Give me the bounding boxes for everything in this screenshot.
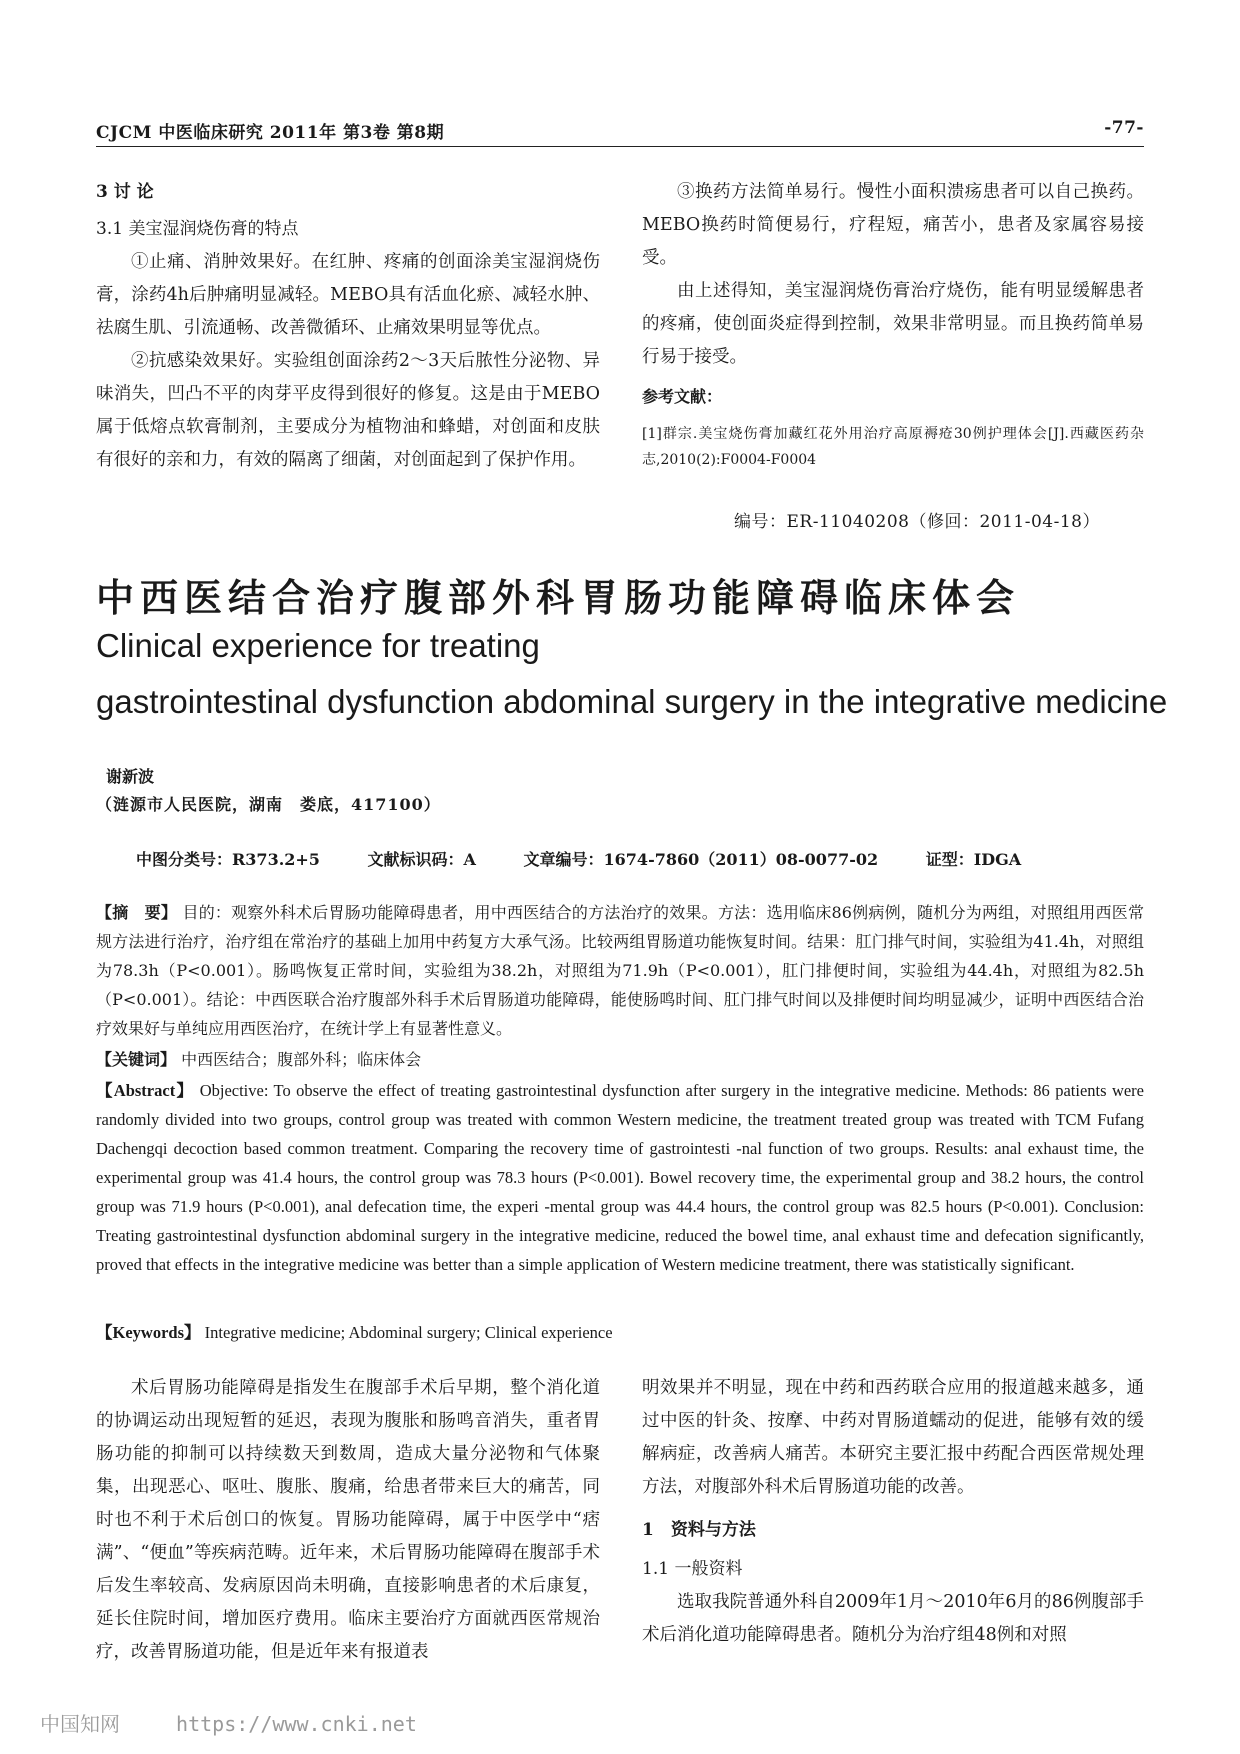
affiliation: （涟源市人民医院，湖南 娄底，417100）	[96, 795, 441, 814]
abstract-cn	[96, 898, 1144, 1043]
paragraph: 术后胃肠功能障碍是指发生在腹部手术后早期，整个消化道的协调运动出现短暂的延迟，表现为腹胀和肠鸣音消失，重者胃肠功能的抑制可以持续数天到数周，造成大量分泌物和气体聚集，出现恶心、呕吐、腹胀、腹痛，给患者带来巨大的痛苦，同时也不利于术后创口的恢复。胃肠功能障碍，属于中医学中“痞满”、“便血”等疾病范畴。近年来，术后胃肠功能障碍在腹部手术后发生率较高、发病原因尚未明确，直接影响患者的术后康复，延长住院时间，增加医疗费用。临床主要治疗方面就西医常规治疗，改善胃肠道功能，但是近年来有报道表	[96, 1378, 600, 1662]
subsection-heading: 3.1 美宝湿润烧伤膏的特点	[96, 219, 299, 239]
article-number: 文章编号：1674-7860（2011）08-0077-02	[523, 850, 879, 869]
body-left-column	[96, 1372, 600, 1669]
keywords-cn-text: 中西医结合；腹部外科；临床体会	[181, 1050, 422, 1069]
abstract-cn-label: 【摘 要】	[96, 903, 178, 922]
body-right-column	[642, 1372, 1144, 1652]
article-title-en-line2: gastrointestinal dysfunction abdominal surgery in the integrative medicine	[96, 683, 1168, 720]
evidence-type: 证型：IDGA	[925, 850, 1022, 869]
paragraph: 由上述得知，美宝湿润烧伤膏治疗烧伤，能有明显缓解患者的疼痛，使创面炎症得到控制，效果非常明显。而且换药简单易行易于接受。	[642, 281, 1144, 367]
abstract-cn-text: 目的：观察外科术后胃肠功能障碍患者，用中西医结合的方法治疗的效果。方法：选用临床86例病例，随机分为两组，对照组用西医常规方法进行治疗，治疗组在常治疗的基础上加用中药复方大承气汤。比较两组胃肠道功能恢复时间。结果：肛门排气时间，实验组为41.4h，对照组为78.3h（P<0.001）。肠鸣恢复正常时间，实验组为38.2h，对照组为71.9h（P<0.001），肛门排便时间，实验组为44.4h，对照组为82.5h（P<0.001）。结论：中西医联合治疗腹部外科手术后胃肠道功能障碍，能使肠鸣时间、肛门排气时间以及排便时间均明显减少，证明中西医结合治疗效果好与单纯应用西医治疗，在统计学上有显著性意义。	[96, 903, 1144, 1038]
paragraph: 明效果并不明显，现在中药和西药联合应用的报道越来越多，通过中医的针灸、按摩、中药对胃肠道蠕动的促进，能够有效的缓解病症，改善病人痛苦。本研究主要汇报中药配合西医常规处理方法，对腹部外科术后胃肠道功能的改善。	[642, 1378, 1144, 1497]
cnki-watermark	[40, 1708, 417, 1737]
references-heading: 参考文献：	[642, 387, 723, 406]
watermark-url: https://www.cnki.net	[176, 1712, 417, 1736]
article-title-cn: 中西医结合治疗腹部外科胃肠功能障碍临床体会	[96, 575, 1021, 620]
article-title-en-line1: Clinical experience for treating	[96, 627, 540, 664]
page-number: -77-	[1104, 118, 1144, 138]
watermark-site-name: 中国知网	[40, 1712, 120, 1736]
abstract-en	[96, 1076, 1144, 1279]
keywords-en-text: Integrative medicine; Abdominal surgery; Clinical experience	[204, 1323, 613, 1342]
keywords-en-label: 【Keywords】	[96, 1323, 201, 1342]
document-code: 文献标识码：A	[367, 850, 476, 869]
subsection-heading: 1.1 一般资料	[642, 1559, 743, 1579]
prev-article-right-column	[642, 176, 1144, 473]
classification-line	[136, 847, 1063, 870]
abstract-en-label: 【Abstract】	[96, 1081, 195, 1100]
running-header	[96, 118, 1144, 146]
journal-info: CJCM 中医临床研究 2011年 第3卷 第8期	[96, 123, 445, 143]
keywords-cn	[96, 1045, 1144, 1074]
paragraph: ①止痛、消肿效果好。在红肿、疼痛的创面涂美宝湿润烧伤膏，涂药4h后肿痛明显减轻。MEBO具有活血化瘀、减轻水肿、祛腐生肌、引流通畅、改善微循环、止痛效果明显等优点。	[96, 252, 600, 338]
keywords-en	[96, 1318, 1144, 1347]
abstract-en-text: Objective: To observe the effect of treating gastrointestinal dysfunction after surgery in the integrative medicine. Methods: 86 patients were randomly divided into two groups, control group was treated with common Western medicine, the treatment treated group was treated with TCM Fufang Dachengqi decoction based common treatment. Comparing the recovery time of gastrointesti -nal function of two groups. Results: anal exhaust time, the experimental group was 41.4 hours, the control group was 78.3 hours (P<0.001). Bowel recovery time, the experimental group and 38.2 hours, the control group was 71.9 hours (P<0.001), anal defecation time, the experi -mental group was 44.4 hours, the control group was 82.5 hours (P<0.001). Conclusion: Treating gastrointestinal dysfunction abdominal surgery in the integrative medicine, reduced the bowel time, anal exhaust time and defecation significantly, proved that effects in the integrative medicine was better than a simple application of Western medicine treatment, there was statistically significant.	[96, 1081, 1145, 1274]
class-number: 中图分类号：R373.2+5	[136, 850, 320, 869]
header-rule	[96, 146, 1144, 147]
paragraph: ②抗感染效果好。实验组创面涂药2～3天后脓性分泌物、异味消失，凹凸不平的肉芽平皮得到很好的修复。这是由于MEBO属于低熔点软膏制剂，主要成分为植物油和蜂蜡，对创面和皮肤有很好的亲和力，有效的隔离了细菌，对创面起到了保护作用。	[96, 351, 600, 470]
paragraph: ③换药方法简单易行。慢性小面积溃疡患者可以自己换药。MEBO换药时简便易行，疗程短，痛苦小，患者及家属容易接受。	[642, 182, 1144, 268]
reference-item: [1]群宗.美宝烧伤膏加藏红花外用治疗高原褥疮30例护理体会[J].西藏医药杂志,2010(2):F0004-F0004	[642, 426, 1144, 468]
author: 谢新波	[106, 767, 155, 786]
section-heading: 1 资料与方法	[642, 1520, 756, 1540]
keywords-cn-label: 【关键词】	[96, 1050, 177, 1069]
section-heading: 3 讨 论	[96, 182, 154, 202]
prev-article-left-column	[96, 176, 600, 477]
document-number: 编号：ER-11040208（修回：2011-04-18）	[734, 512, 1100, 532]
paragraph: 选取我院普通外科自2009年1月～2010年6月的86例腹部手术后消化道功能障碍患者。随机分为治疗组48例和对照	[642, 1592, 1144, 1645]
